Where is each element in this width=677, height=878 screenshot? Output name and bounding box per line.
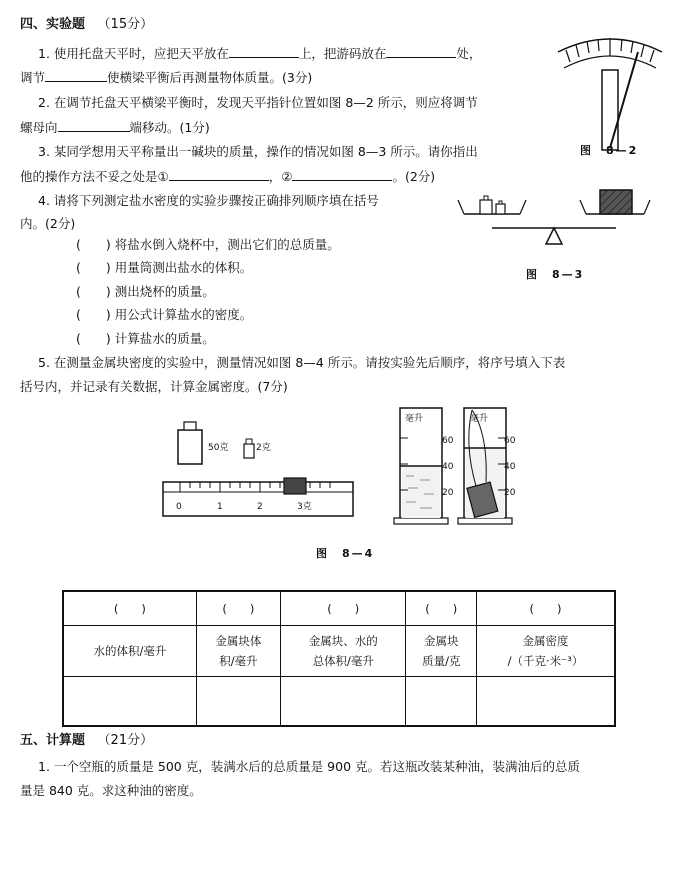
step-item: ( ) 将盐水倒入烧杯中，测出它们的总质量。 (76, 237, 340, 252)
question-2-line-2: 螺母向 端移动。(1分) (20, 120, 210, 135)
answer-blank[interactable] (292, 168, 392, 181)
ruler-tick-label: 0 (176, 502, 182, 512)
cylinder-tick-label: 40 (442, 462, 454, 472)
answer-cell[interactable] (477, 677, 615, 727)
ruler-tick-label: 2 (257, 502, 263, 512)
step-item: ( ) 用公式计算盐水的密度。 (76, 307, 253, 322)
cylinder-tick-label: 20 (442, 488, 454, 498)
step-item: ( ) 测出烧杯的质量。 (76, 284, 215, 299)
header-cell: 金属块、水的 总体积/毫升 (281, 626, 406, 677)
answer-cell[interactable] (406, 677, 477, 727)
order-cell[interactable]: ( ) (281, 591, 406, 626)
figure-8-3-balance (456, 188, 656, 260)
figure-8-2-caption: 图 8—2 (580, 144, 639, 157)
answer-blank[interactable] (229, 45, 299, 58)
order-cell[interactable]: ( ) (63, 591, 196, 626)
answer-blank[interactable] (58, 119, 130, 132)
cylinder-tick-label: 20 (504, 488, 516, 498)
header-cell: 金属密度 /（千克·米⁻³） (477, 626, 615, 677)
question-2-line-1: 2. 在调节托盘天平横梁平衡时，发现天平指针位置如图 8—2 所示，则应将调节 (38, 95, 478, 110)
question-3-line-2: 他的操作方法不妥之处是① ，② 。(2分) (20, 169, 436, 184)
figure-8-4-caption: 图 8—4 (316, 547, 375, 560)
order-cell[interactable]: ( ) (196, 591, 280, 626)
weight-2-label: 2克 (256, 443, 271, 453)
cylinder-tick-label: 60 (504, 436, 516, 446)
step-item: ( ) 计算盐水的质量。 (76, 331, 215, 346)
weight-50-label: 50克 (208, 443, 229, 453)
section5-heading: 五、计算题 （21分） (20, 733, 154, 748)
cylinder-unit-label: 毫升 (470, 414, 489, 424)
answer-blank[interactable] (386, 45, 456, 58)
question-1-line-2: 调节 使横梁平衡后再测量物体质量。(3分) (20, 70, 313, 85)
question-3-line-1: 3. 某同学想用天平称量出一碱块的质量，操作的情况如图 8—3 所示。请你指出 (38, 144, 478, 159)
order-cell[interactable]: ( ) (406, 591, 477, 626)
figure-8-3-caption: 图 8—3 (526, 268, 585, 281)
question-1-line-1: 1. 使用托盘天平时，应把天平放在 上，把游码放在 处， (38, 46, 482, 61)
table-row (63, 626, 615, 677)
answer-blank[interactable] (45, 69, 107, 82)
section4-heading: 四、实验题 （15分） (20, 17, 154, 32)
answer-cell[interactable] (196, 677, 280, 727)
calc-question-1-line-1: 1. 一个空瓶的质量是 500 克，装满水后的总质量是 900 克。若这瓶改装某种油，装满油后的总质 (38, 759, 581, 774)
measurement-table (62, 590, 616, 727)
question-4-line-1: 4. 请将下列测定盐水密度的实验步骤按正确排列顺序填在括号 (38, 193, 379, 208)
step-item: ( ) 用量筒测出盐水的体积。 (76, 260, 253, 275)
cylinder-tick-label: 60 (442, 436, 454, 446)
table-row (63, 677, 615, 727)
cylinder-tick-label: 40 (504, 462, 516, 472)
question-4-line-2: 内。(2分) (20, 216, 76, 231)
ruler-tick-label: 1 (217, 502, 223, 512)
cylinder-unit-label: 毫升 (405, 414, 424, 424)
answer-blank[interactable] (169, 168, 269, 181)
calc-question-1-line-2: 量是 840 克。求这种油的密度。 (20, 783, 202, 798)
answer-cell[interactable] (63, 677, 196, 727)
answer-cell[interactable] (281, 677, 406, 727)
table-row (63, 591, 615, 626)
header-cell: 金属块体 积/毫升 (196, 626, 280, 677)
question-5-line-1: 5. 在测量金属块密度的实验中，测量情况如图 8—4 所示。请按实验先后顺序，将序号填入下表 (38, 355, 566, 370)
ruler-tick-label: 3克 (297, 502, 312, 512)
header-cell: 金属块 质量/克 (406, 626, 477, 677)
order-cell[interactable]: ( ) (477, 591, 615, 626)
header-cell: 水的体积/毫升 (63, 626, 196, 677)
question-5-line-2: 括号内，并记录有关数据，计算金属密度。(7分) (20, 379, 288, 394)
